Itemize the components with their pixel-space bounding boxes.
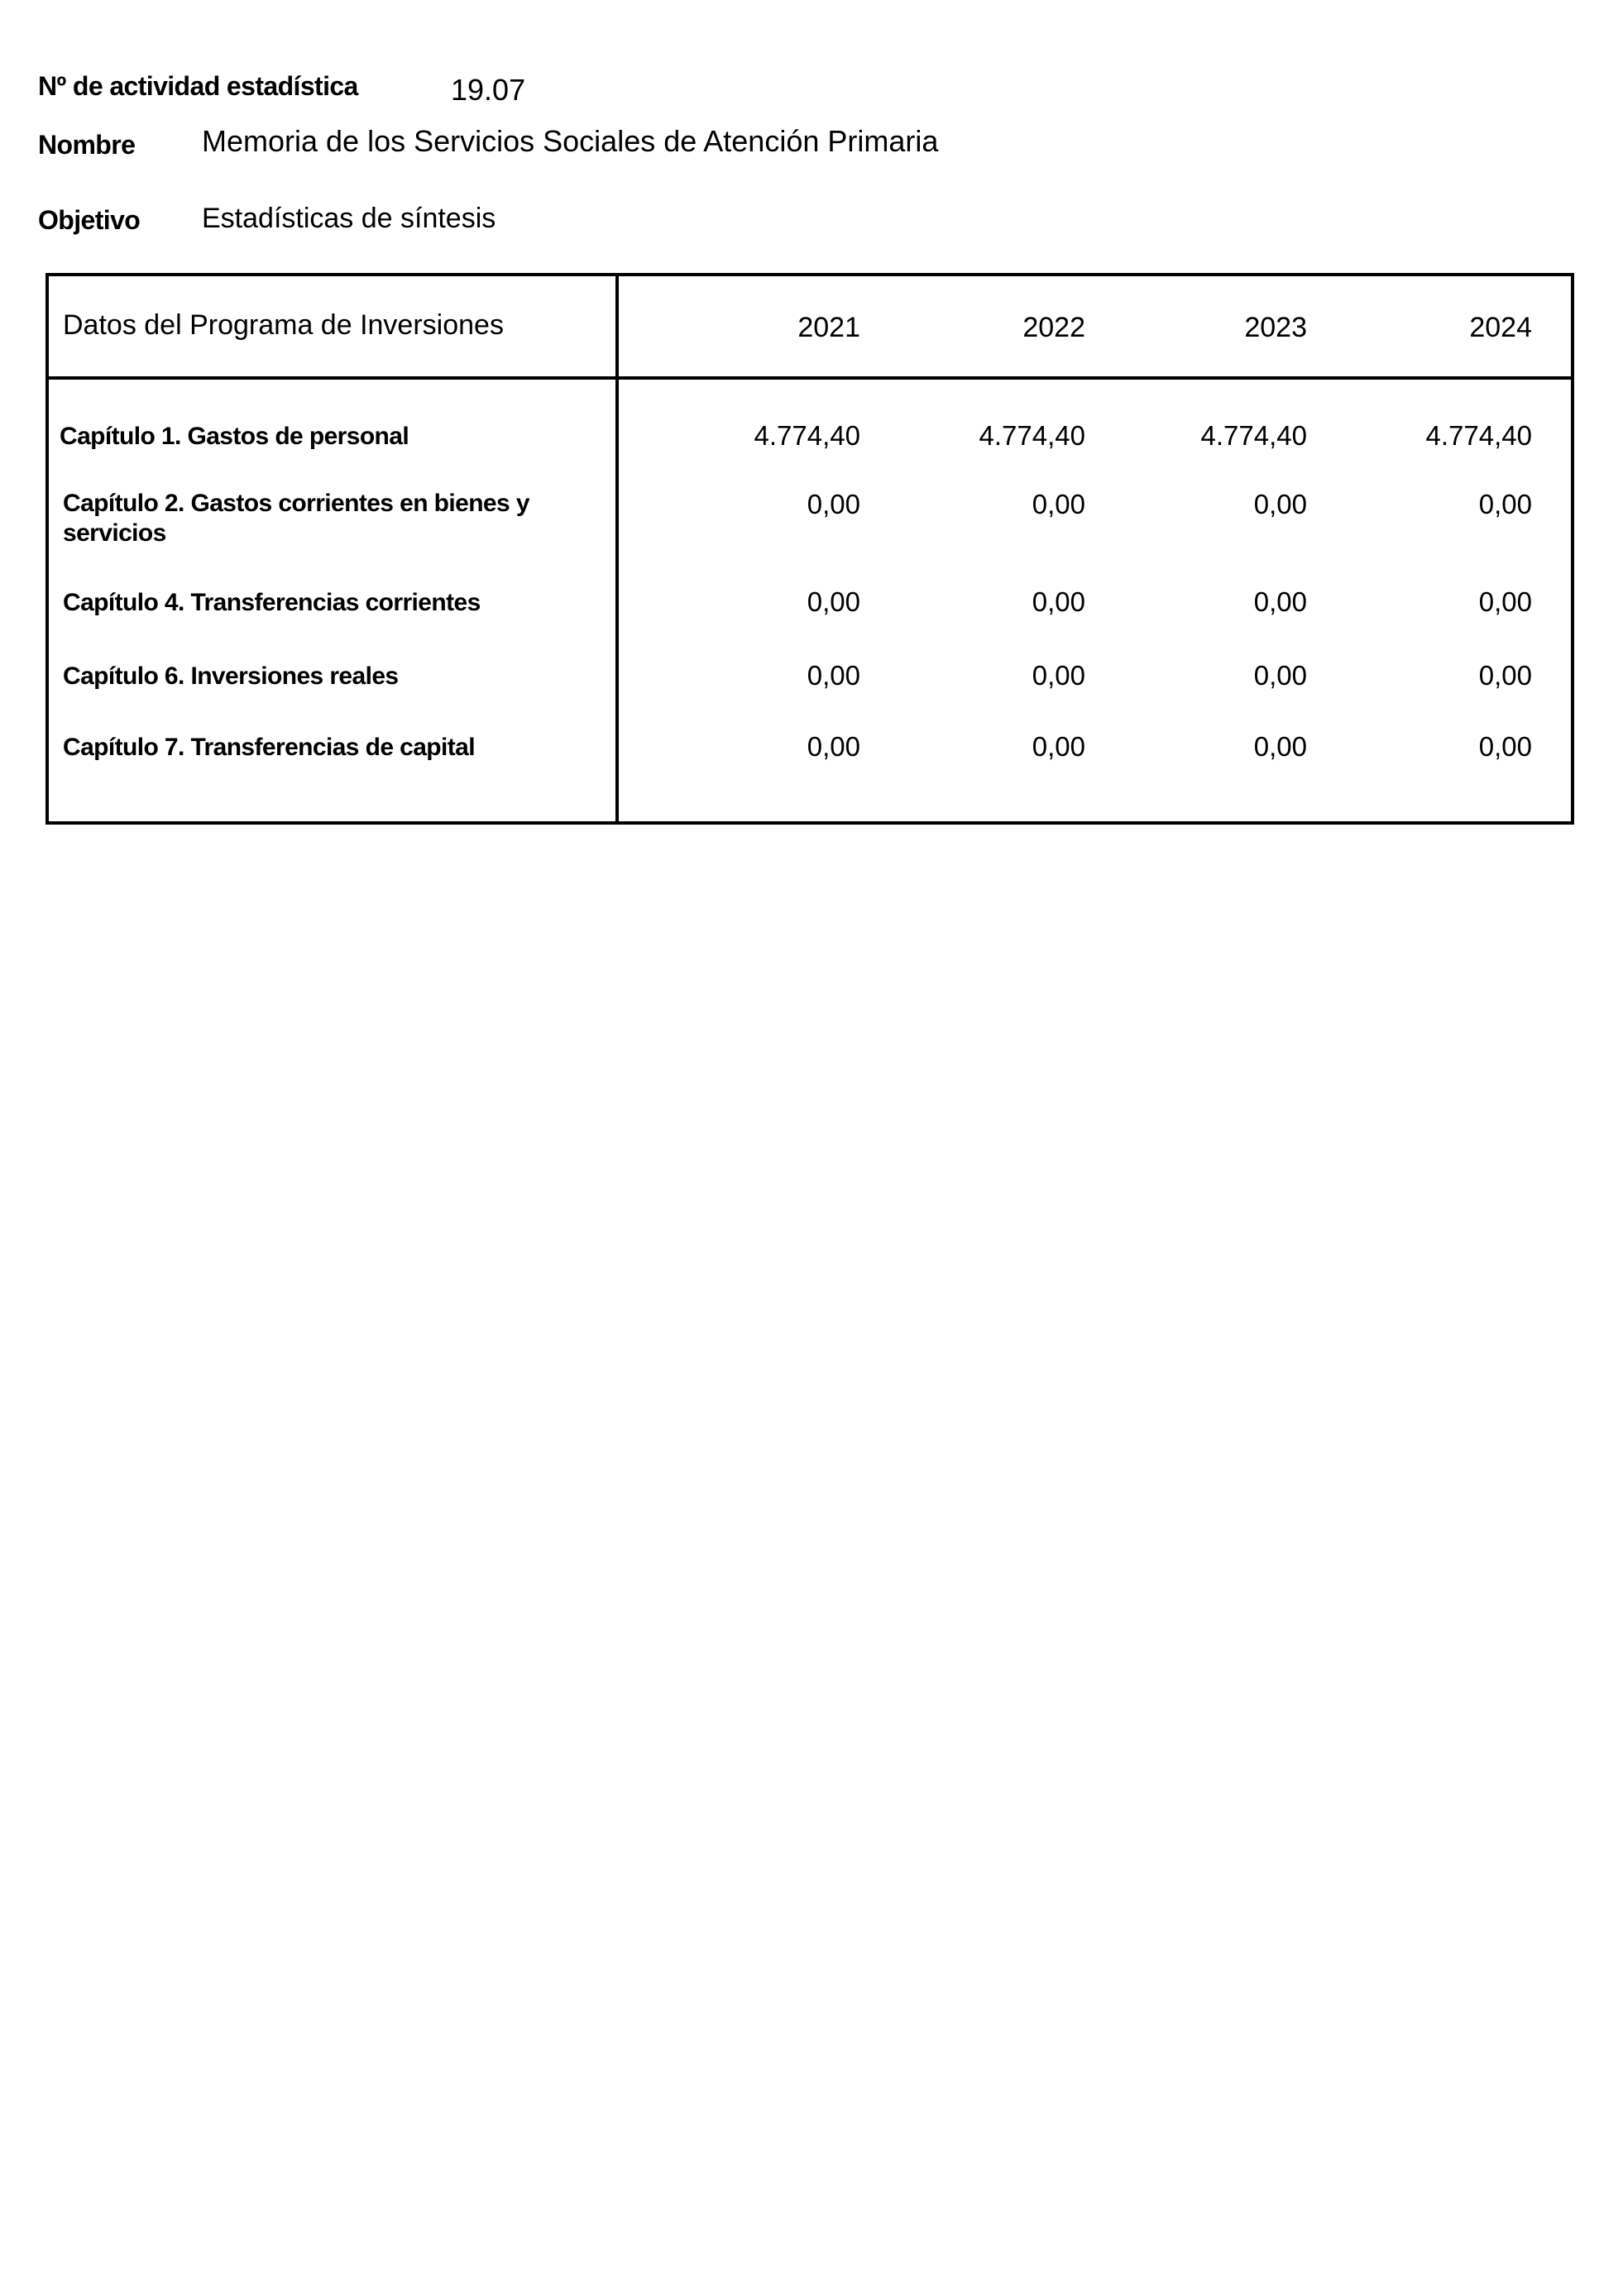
table-cell: 0,00: [807, 660, 860, 691]
year-header: 2021: [797, 312, 860, 343]
table-cell: 0,00: [1478, 489, 1532, 519]
table-cell: 0,00: [1032, 489, 1085, 519]
objective-value: Estadísticas de síntesis: [202, 203, 496, 234]
table-cell: 4.774,40: [1200, 420, 1307, 451]
year-header: 2022: [1022, 312, 1085, 343]
table-cell: 0,00: [1253, 660, 1307, 691]
activity-number-label: Nº de actividad estadística: [38, 71, 358, 101]
activity-number-value: 19.07: [451, 73, 526, 107]
row-label: Capítulo 6. Inversiones reales: [63, 662, 399, 690]
year-header: 2024: [1469, 312, 1532, 343]
table-cell: 4.774,40: [1425, 420, 1532, 451]
year-header: 2023: [1244, 312, 1307, 343]
table-cell: 0,00: [807, 731, 860, 762]
name-value: Memoria de los Servicios Sociales de Atención Primaria: [202, 124, 939, 158]
table-cell: 0,00: [1253, 586, 1307, 617]
table-cell: 0,00: [1478, 731, 1532, 762]
row-label: Capítulo 4. Transferencias corrientes: [63, 589, 481, 616]
table-cell: 0,00: [1253, 731, 1307, 762]
table-column-divider: [615, 273, 619, 825]
table-cell: 0,00: [1032, 586, 1085, 617]
row-label: Capítulo 7. Transferencias de capital: [63, 734, 475, 761]
table-cell: 0,00: [807, 586, 860, 617]
table-cell: 0,00: [1032, 660, 1085, 691]
table-cell: 0,00: [1253, 489, 1307, 519]
table-cell: 0,00: [1478, 660, 1532, 691]
table-cell: 4.774,40: [979, 420, 1085, 451]
objective-label: Objetivo: [38, 205, 141, 235]
table-cell: 4.774,40: [754, 420, 860, 451]
row-label: Capítulo 2. Gastos corrientes en bienes y servicios: [63, 490, 529, 547]
table-cell: 0,00: [1032, 731, 1085, 762]
table-title: Datos del Programa de Inversiones: [63, 309, 504, 341]
table-header-divider: [45, 376, 1574, 380]
table-cell: 0,00: [1478, 586, 1532, 617]
table-cell: 0,00: [807, 489, 860, 519]
name-label: Nombre: [38, 130, 136, 160]
row-label: Capítulo 1. Gastos de personal: [60, 423, 409, 450]
